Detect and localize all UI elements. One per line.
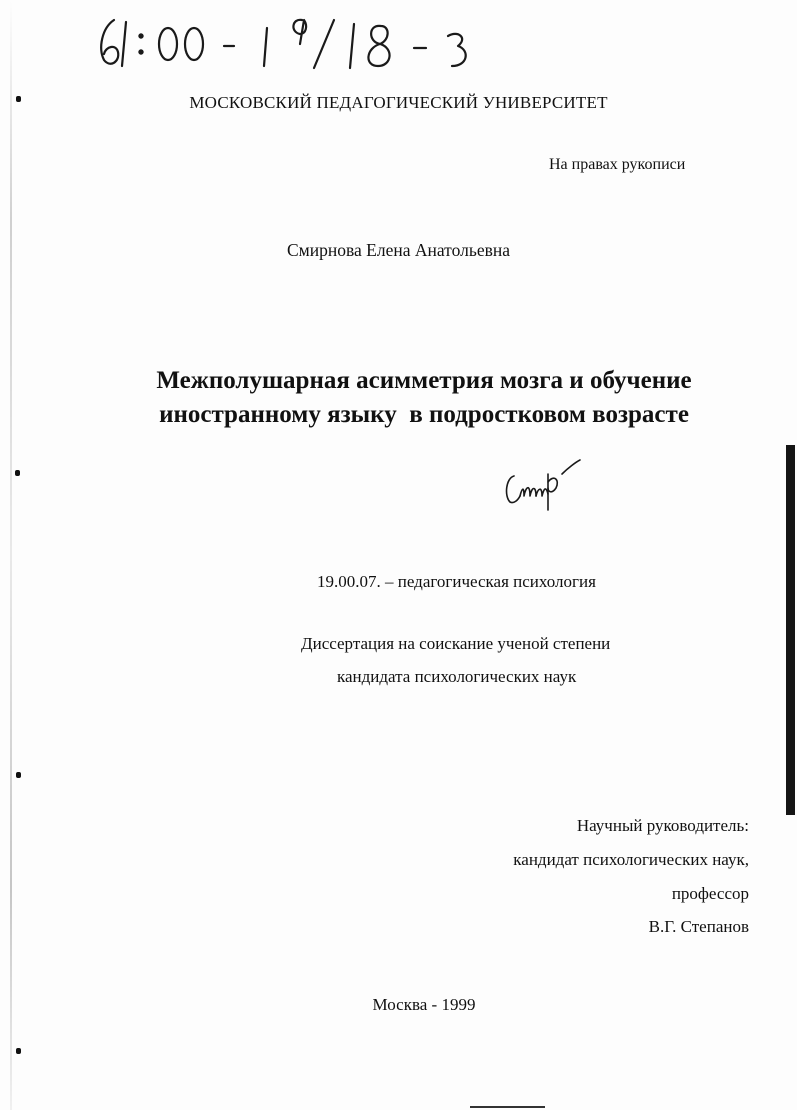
scan-bottom-line — [470, 1106, 545, 1108]
supervisor-degree: кандидат психологических наук, — [513, 850, 749, 869]
supervisor-rank: профессор — [671, 884, 749, 903]
specialty-code: 19.00.07. – педагогическая психология — [317, 572, 596, 591]
supervisor-label: Научный руководитель: — [576, 816, 749, 835]
handwritten-catalog-number — [96, 8, 486, 70]
title-line-1: Межполушарная асимметрия мозга и обучение — [156, 367, 692, 394]
supervisor-name: В.Г. Степанов — [648, 917, 749, 936]
title-line-2: иностранному языку в подростковом возрасте — [159, 401, 689, 428]
degree-line-1: Диссертация на соискание ученой степени — [301, 634, 611, 653]
author-signature — [500, 452, 590, 522]
scan-left-edge — [10, 0, 12, 1110]
scan-right-edge-bar — [786, 445, 795, 815]
degree-line-2: кандидата психологических наук — [337, 667, 577, 686]
scan-mark — [16, 772, 21, 778]
author-name: Смирнова Елена Анатольевна — [287, 240, 510, 260]
university-name: МОСКОВСКИЙ ПЕДАГОГИЧЕСКИЙ УНИВЕРСИТЕТ — [189, 93, 608, 112]
dissertation-title — [0, 364, 797, 432]
scan-mark — [15, 470, 20, 476]
rights-note: На правах рукописи — [549, 156, 686, 173]
city-year: Москва - 1999 — [372, 995, 476, 1014]
scan-mark — [16, 1048, 21, 1054]
